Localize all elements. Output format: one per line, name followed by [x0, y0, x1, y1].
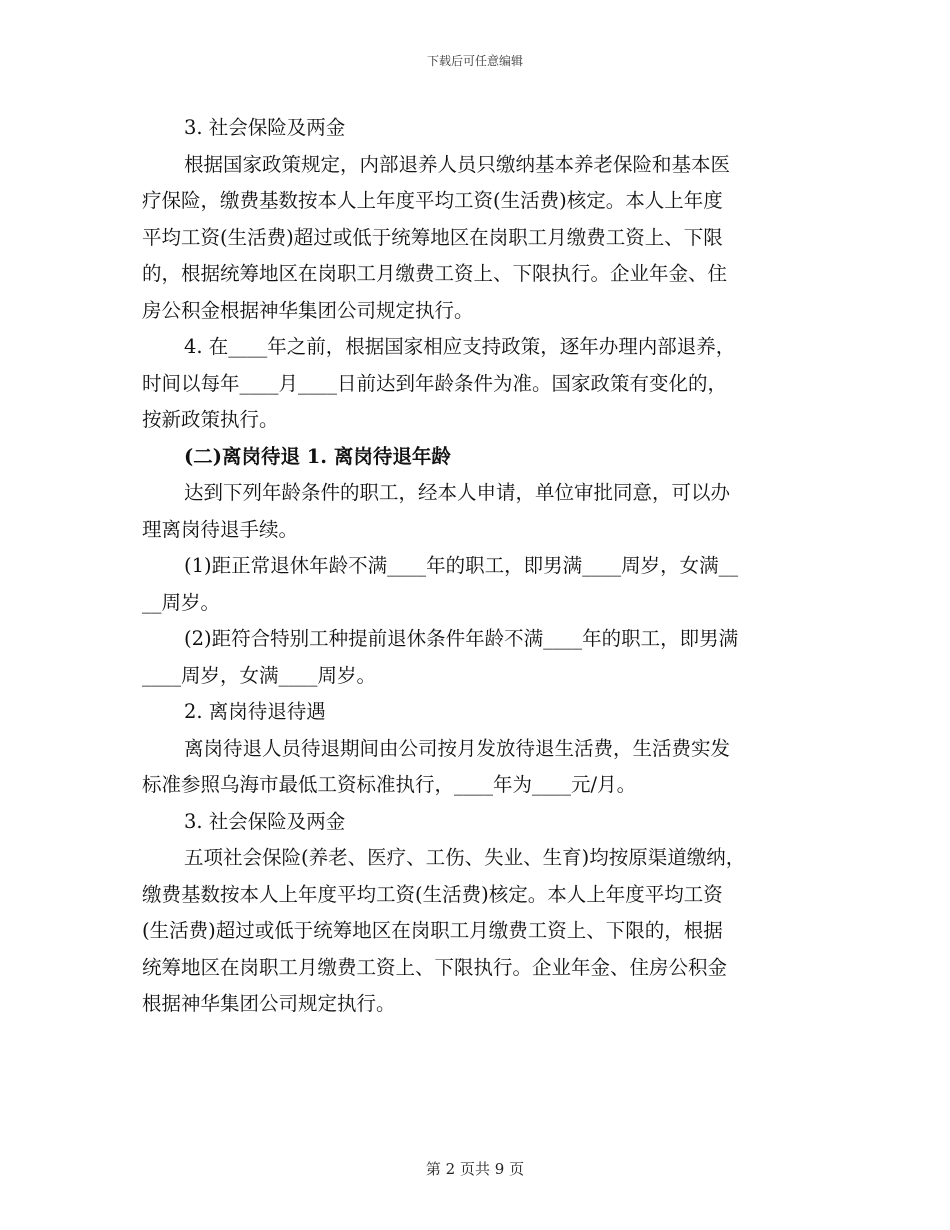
- paragraph-line: 房公积金根据神华集团公司规定执行。: [142, 298, 474, 322]
- paragraph-line: 离岗待退人员待退期间由公司按月发放待退生活费，生活费实发: [184, 736, 731, 760]
- paragraph-line: 根据国家政策规定，内部退养人员只缴纳基本养老保险和基本医: [184, 152, 731, 176]
- paragraph-line: 时间以每年____月____日前达到年龄条件为准。国家政策有变化的，: [142, 371, 728, 395]
- paragraph-line: 缴费基数按本人上年度平均工资(生活费)核定。本人上年度平均工资: [142, 882, 723, 906]
- paragraph-line: (生活费)超过或低于统筹地区在岗职工月缴费工资上、下限的，根据: [142, 919, 723, 942]
- page-header: 下载后可任意编辑: [426, 54, 523, 68]
- paragraph-line: 4. 在____年之前，根据国家相应支持政策，逐年办理内部退养，: [184, 335, 736, 358]
- list-item: (2)距符合特别工种提前退休条件年龄不满____年的职工，即男满: [184, 627, 739, 650]
- section-heading-social-insurance: 3. 社会保险及两金: [184, 809, 346, 833]
- paragraph-line: 的，根据统筹地区在岗职工月缴费工资上、下限执行。企业年金、住: [142, 262, 728, 285]
- paragraph-line: 标准参照乌海市最低工资标准执行，____年为____元/月。: [142, 773, 637, 796]
- paragraph-line: 根据神华集团公司规定执行。: [142, 992, 396, 1015]
- paragraph-line: ____周岁，女满____周岁。: [142, 663, 377, 687]
- section-heading-off-post: (二)离岗待退 1. 离岗待退年龄: [184, 444, 451, 468]
- paragraph-line: 按新政策执行。: [142, 408, 279, 431]
- section-heading-treatment: 2. 离岗待退待遇: [184, 700, 326, 723]
- paragraph-line: __周岁。: [142, 590, 221, 614]
- paragraph-line: 统筹地区在岗职工月缴费工资上、下限执行。企业年金、住房公积金: [142, 955, 728, 979]
- list-item: (1)距正常退休年龄不满____年的职工，即男满____周岁，女满__: [184, 554, 739, 577]
- paragraph-line: 五项社会保险(养老、医疗、工伤、失业、生育)均按原渠道缴纳，: [184, 846, 746, 869]
- document-body: [142, 110, 810, 1023]
- paragraph-line: 疗保险，缴费基数按本人上年度平均工资(生活费)核定。本人上年度: [142, 189, 723, 212]
- page-footer: 第 2 页共 9 页: [425, 1160, 525, 1178]
- section-heading-social-insurance: 3. 社会保险及两金: [184, 116, 346, 139]
- paragraph-line: 理离岗待退手续。: [142, 517, 299, 541]
- paragraph-line: 达到下列年龄条件的职工，经本人申请，单位审批同意，可以办: [184, 481, 731, 504]
- paragraph-line: 平均工资(生活费)超过或低于统筹地区在岗职工月缴费工资上、下限: [142, 225, 723, 249]
